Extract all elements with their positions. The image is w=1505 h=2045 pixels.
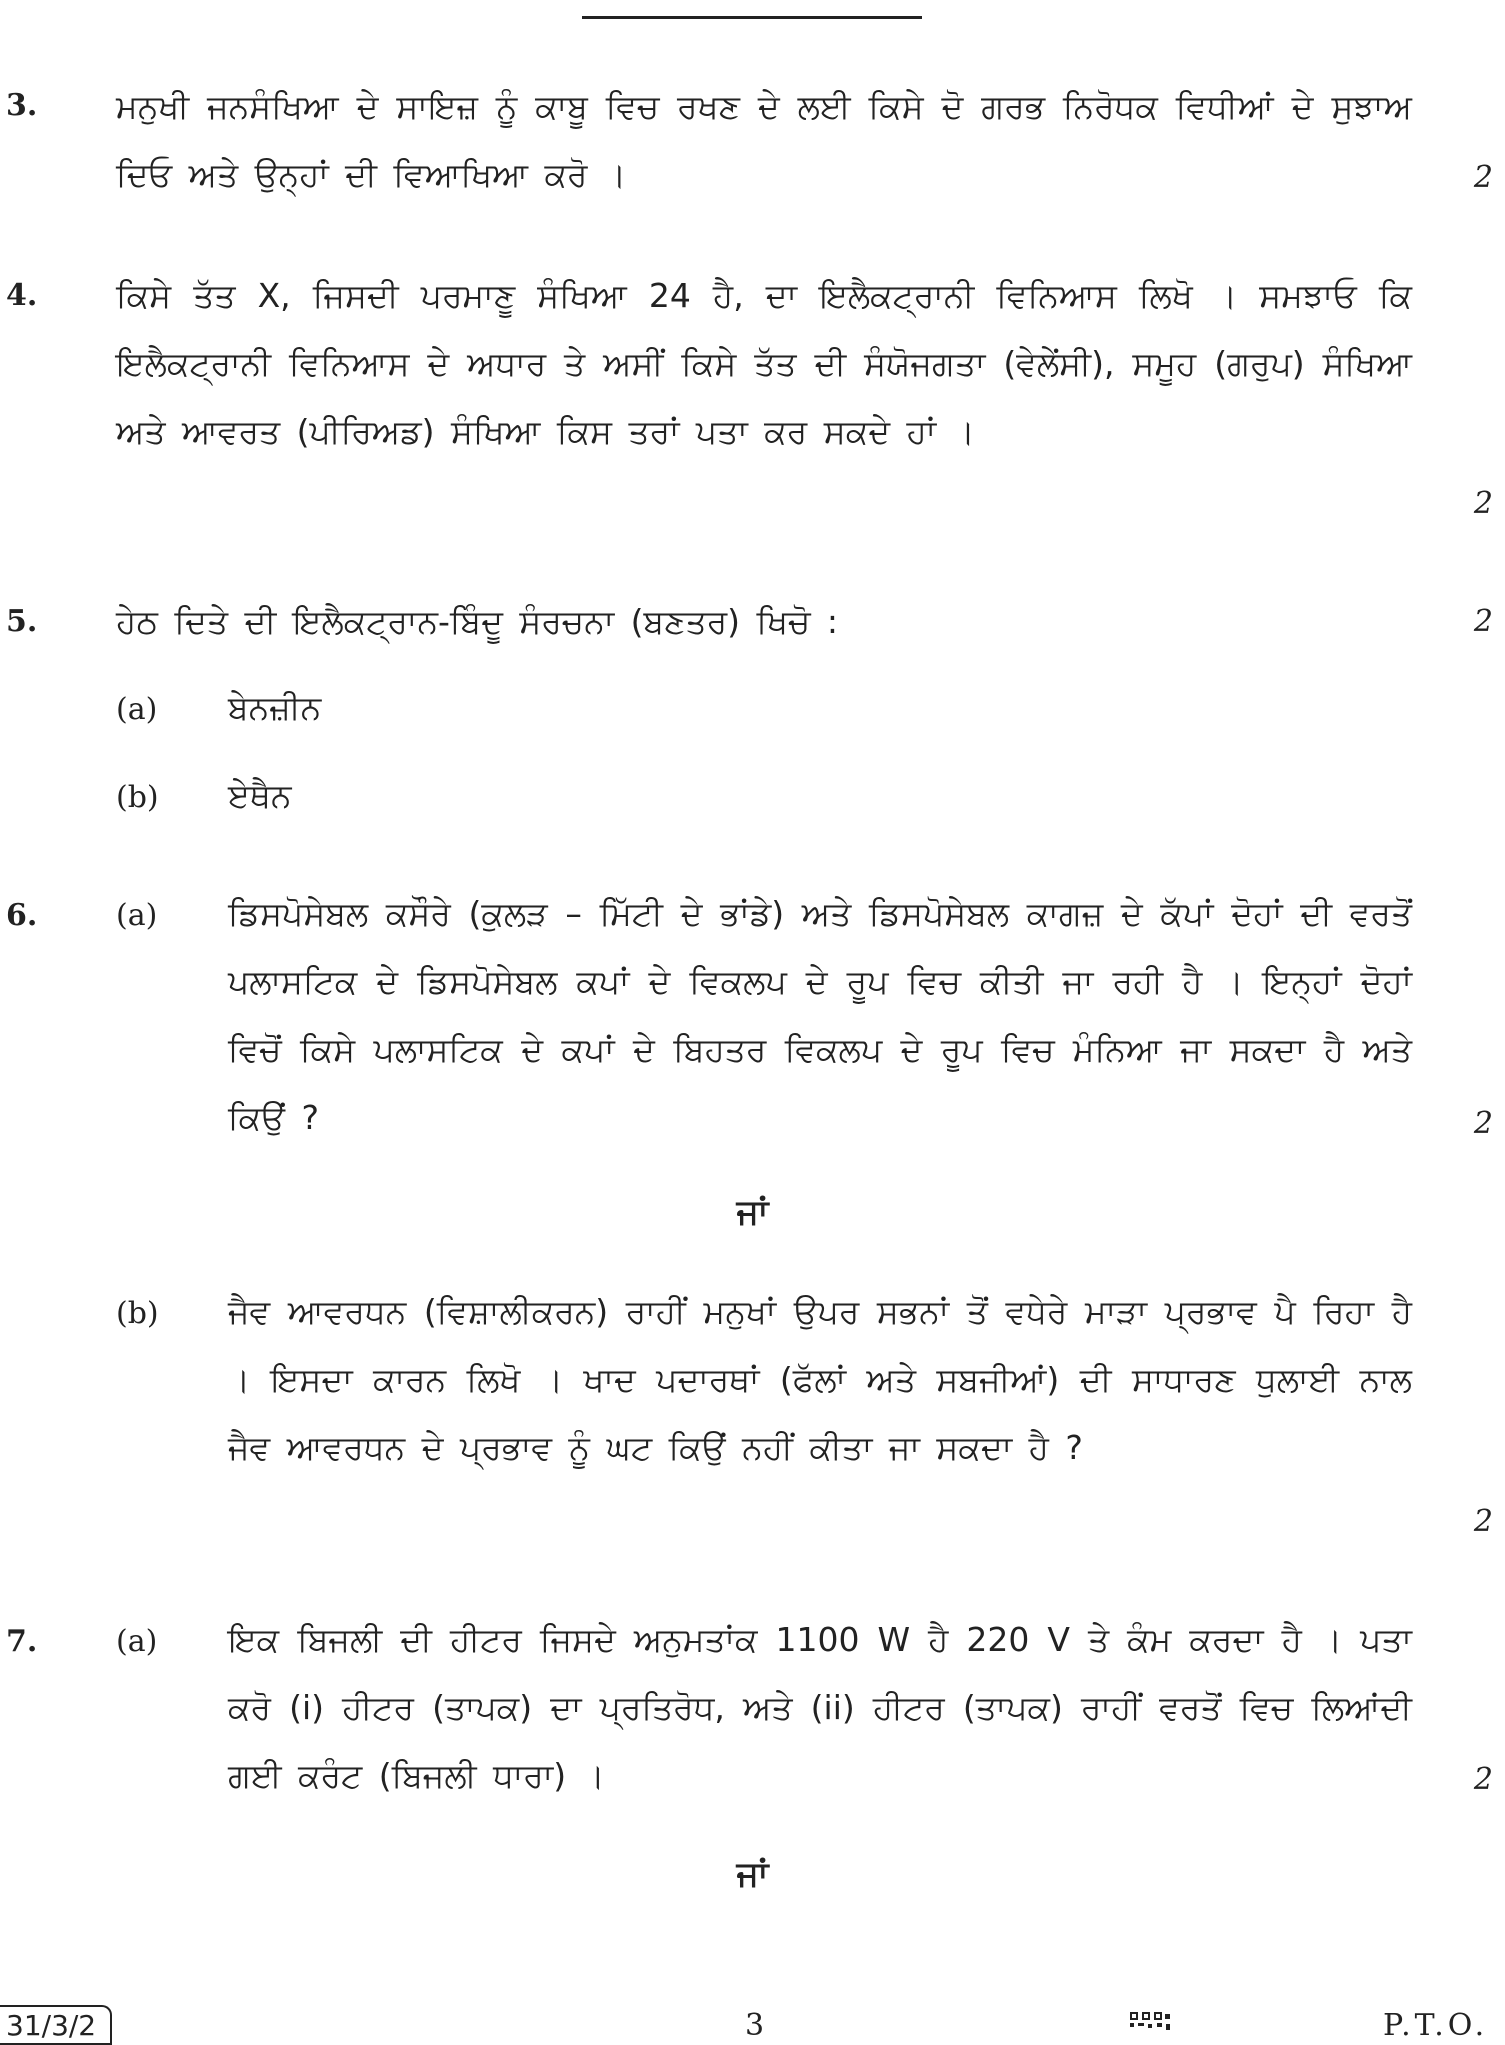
sub-label: (a)	[116, 692, 158, 727]
question-number: 6.	[6, 898, 38, 933]
sub-text: ਜੈਵ ਆਵਰਧਨ (ਵਿਸ਼ਾਲੀਕਰਨ) ਰਾਹੀਂ ਮਨੁਖਾਂ ਉਪਰ ਸਭਨਾਂ ਤੋਂ ਵਧੇਰੇ ਮਾੜਾ ਪ੍ਰਭਾਵ ਪੈ ਰਿਹਾ ਹੈ । ਇਸਦਾ ਕਾਰਨ ਲਿਖੋ । ਖਾਦ ਪਦਾਰਥਾਂ (ਫੱਲਾਂ ਅਤੇ ਸਬਜੀਆਂ) ਦੀ ਸਾਧਾਰਣ ਧੁਲਾਈ ਨਾਲ ਜੈਵ ਆਵਰਧਨ ਦੇ ਪ੍ਰਭਾਵ ਨੂੰ ਘਟ ਕਿਉਂ ਨਹੀਂ ਕੀਤਾ ਜਾ ਸਕਦਾ ਹੈ ?	[228, 1292, 1412, 1467]
sub-label: (a)	[116, 1624, 158, 1659]
marks: 2	[1473, 486, 1493, 521]
question-number: 5.	[6, 604, 38, 639]
sub-text: ਇਕ ਬਿਜਲੀ ਦੀ ਹੀਟਰ ਜਿਸਦੇ ਅਨੁਮਤਾਂਕ 1100 W ਹੈ 220 V ਤੇ ਕੰਮ ਕਰਦਾ ਹੈ । ਪਤਾ ਕਰੋ (i) ਹੀਟਰ (ਤਾਪਕ) ਦਾ ਪ੍ਰਤਿਰੋਧ, ਅਤੇ (ii) ਹੀਟਰ (ਤਾਪਕ) ਰਾਹੀਂ ਵਰਤੋਂ ਵਿਚ ਲਿਆਂਦੀ ਗਈ ਕਰੰਟ (ਬਿਜਲੀ ਧਾਰਾ) ।	[228, 1620, 1412, 1795]
marks: 2	[1473, 1106, 1493, 1141]
or-separator: ਜਾਂ	[736, 1854, 769, 1894]
question-text: ਹੇਠ ਦਿਤੇ ਦੀ ਇਲੈਕਟ੍ਰਾਨ-ਬਿੰਦੂ ਸੰਰਚਨਾ (ਬਣਤਰ) ਖਿਚੋ :	[116, 602, 838, 641]
pto-label: P.T.O.	[1383, 2008, 1489, 2043]
paper-code: 31/3/2	[0, 2005, 112, 2045]
or-separator: ਜਾਂ	[736, 1192, 769, 1232]
question-text: ਮਨੁਖੀ ਜਨਸੰਖਿਆ ਦੇ ਸਾਇਜ਼ ਨੂੰ ਕਾਬੂ ਵਿਚ ਰਖਣ ਦੇ ਲਈ ਕਿਸੇ ਦੋ ਗਰਭ ਨਿਰੋਧਕ ਵਿਧੀਆਂ ਦੇ ਸੁਝਾਅ ਦਿਓ ਅਤੇ ਉਨ੍ਹਾਂ ਦੀ ਵਿਆਖਿਆ ਕਰੋ ।	[116, 87, 1412, 194]
question-number: 3.	[6, 88, 38, 123]
sub-label: (a)	[116, 898, 158, 933]
marks: 2	[1473, 1762, 1493, 1797]
sub-text: ਬੇਨਜ਼ੀਨ	[228, 688, 322, 727]
question-number: 7.	[6, 1624, 38, 1659]
sub-text: ਡਿਸਪੋਸੇਬਲ ਕਸੌਰੇ (ਕੁਲੜ – ਮਿੱਟੀ ਦੇ ਭਾਂਡੇ) ਅਤੇ ਡਿਸਪੋਸੇਬਲ ਕਾਗਜ਼ ਦੇ ਕੱਪਾਂ ਦੋਹਾਂ ਦੀ ਵਰਤੋਂ ਪਲਾਸਟਿਕ ਦੇ ਡਿਸਪੋਸੇਬਲ ਕਪਾਂ ਦੇ ਵਿਕਲਪ ਦੇ ਰੂਪ ਵਿਚ ਕੀਤੀ ਜਾ ਰਹੀ ਹੈ । ਇਨ੍ਹਾਂ ਦੋਹਾਂ ਵਿਚੋਂ ਕਿਸੇ ਪਲਾਸਟਿਕ ਦੇ ਕਪਾਂ ਦੇ ਬਿਹਤਰ ਵਿਕਲਪ ਦੇ ਰੂਪ ਵਿਚ ਮੰਨਿਆ ਜਾ ਸਕਦਾ ਹੈ ਅਤੇ ਕਿਉਂ ?	[228, 894, 1412, 1137]
sub-label: (b)	[116, 1296, 159, 1331]
question-text: ਕਿਸੇ ਤੱਤ X, ਜਿਸਦੀ ਪਰਮਾਣੂ ਸੰਖਿਆ 24 ਹੈ, ਦਾ ਇਲੈਕਟ੍ਰਾਨੀ ਵਿਨਿਆਸ ਲਿਖੋ । ਸਮਝਾਓ ਕਿ ਇਲੈਕਟ੍ਰਾਨੀ ਵਿਨਿਆਸ ਦੇ ਅਧਾਰ ਤੇ ਅਸੀਂ ਕਿਸੇ ਤੱਤ ਦੀ ਸੰਯੋਜਗਤਾ (ਵੇਲੇਂਸੀ), ਸਮੂਹ (ਗਰੁਪ) ਸੰਖਿਆ ਅਤੇ ਆਵਰਤ (ਪੀਰਿਅਡ) ਸੰਖਿਆ ਕਿਸ ਤਰਾਂ ਪਤਾ ਕਰ ਸਕਦੇ ਹਾਂ ।	[116, 276, 1412, 451]
marks: 2	[1473, 160, 1493, 195]
sub-text: ਏਥੈਨ	[228, 776, 292, 815]
marks: 2	[1473, 604, 1493, 639]
page-number: 3	[745, 2008, 765, 2043]
question-number: 4.	[6, 278, 38, 313]
qr-code-icon	[1130, 2012, 1172, 2034]
marks: 2	[1473, 1504, 1493, 1539]
sub-label: (b)	[116, 780, 159, 815]
top-rule	[582, 16, 922, 19]
